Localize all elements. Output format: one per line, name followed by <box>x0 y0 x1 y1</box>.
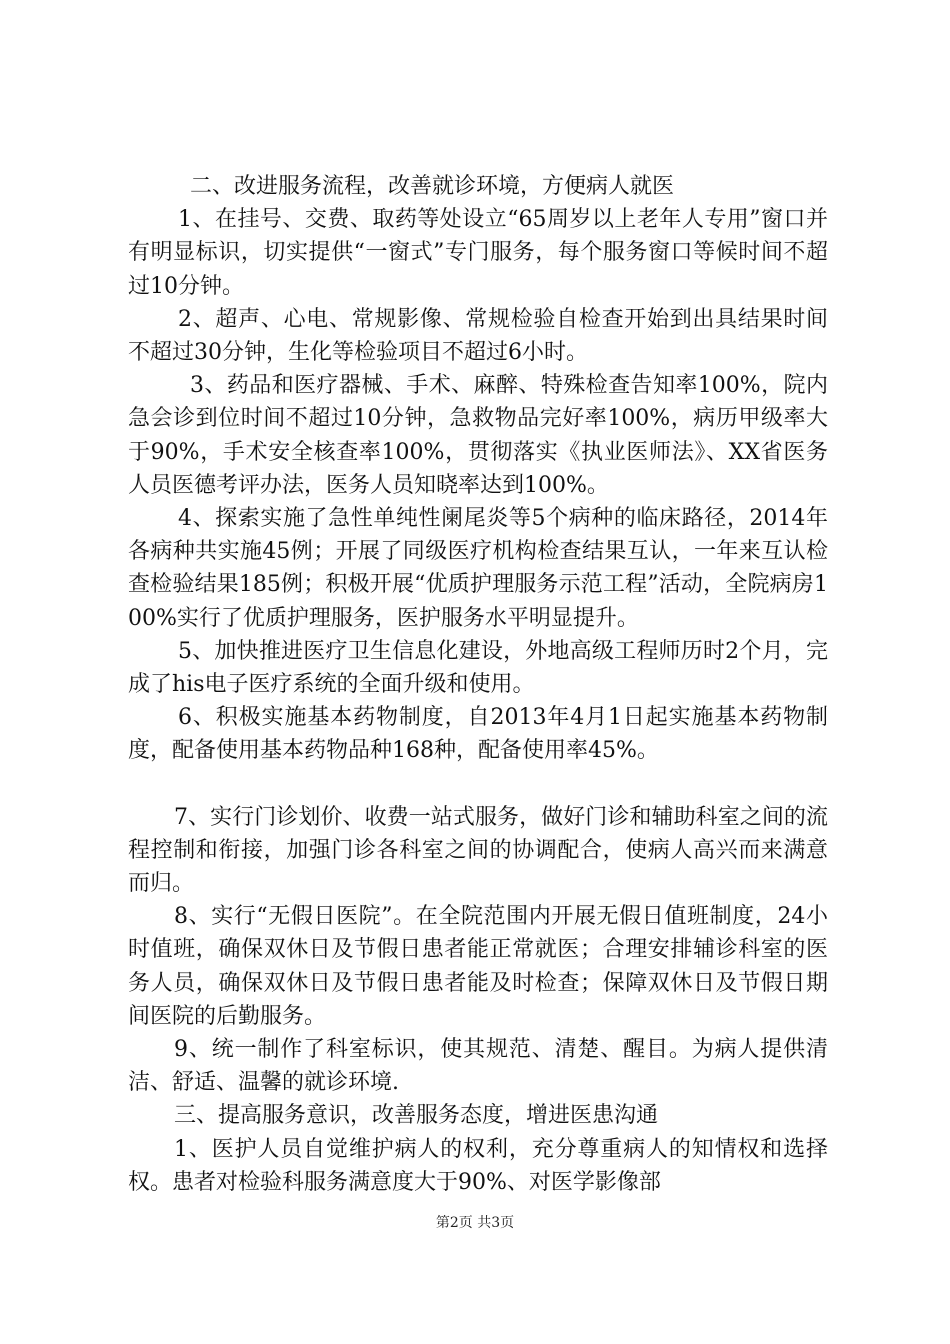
page-number-label: 第2页 共3页 <box>435 1215 515 1231</box>
paragraph-item-1: 1、在挂号、交费、取药等处设立“65周岁以上老年人专用”窗口并有明显标识，切实提供“一窗式”专门服务，每个服务窗口等候时间不超过10分钟。 <box>128 207 828 299</box>
paragraph-item-4: 4、探索实施了急性单纯性阑尾炎等5个病种的临床路径，2014年各病种共实施45例；开展了同级医疗机构检查结果互认，一年来互认检查检验结果185例；积极开展“优质护理服务示范工程”活动，全院病房100%实行了优质护理服务，医护服务水平明显提升。 <box>128 506 828 631</box>
paragraph-item-3-1: 1、医护人员自觉维护病人的权利，充分尊重病人的知情权和选择权。患者对检验科服务满意度大于90%、对医学影像部 <box>128 1136 828 1195</box>
paragraph-item-7: 7、实行门诊划价、收费一站式服务，做好门诊和辅助科室之间的流程控制和衔接，加强门诊各科室之间的协调配合，使病人高兴而来满意而归。 <box>128 804 828 897</box>
paragraph-item-2: 2、超声、心电、常规影像、常规检验自检查开始到出具结果时间不超过30分钟，生化等检验项目不超过6小时。 <box>128 306 828 366</box>
section-heading-3: 三、提高服务意识，改善服务态度，增进医患沟通 <box>174 1103 659 1129</box>
paragraph-item-8: 8、实行“无假日医院”。在全院范围内开展无假日值班制度，24小时值班，确保双休日及节假日患者能正常就医；合理安排辅诊科室的医务人员，确保双休日及节假日患者能及时检查；保障双休日及节假日期间医院的后勤服务。 <box>128 904 828 1029</box>
paragraph-item-5: 5、加快推进医疗卫生信息化建设，外地高级工程师历时2个月，完成了his电子医疗系统的全面升级和使用。 <box>128 638 828 698</box>
paragraph-item-9: 9、统一制作了科室标识，使其规范、清楚、醒目。为病人提供清洁、舒适、温馨的就诊环境. <box>128 1037 828 1096</box>
paragraph-item-6: 6、积极实施基本药物制度，自2013年4月1日起实施基本药物制度，配备使用基本药物品种168种，配备使用率45%。 <box>128 705 828 764</box>
paragraph-item-3: 3、药品和医疗器械、手术、麻醉、特殊检查告知率100%，院内急会诊到位时间不超过10分钟，急救物品完好率100%，病历甲级率大于90%，手术安全核查率100%，贯彻落实《执业医师法》、XX省医务人员医德考评办法，医务人员知晓率达到100%。 <box>128 373 828 498</box>
page-footer <box>0 1213 950 1233</box>
blank-line <box>128 768 828 801</box>
section-heading-2: 二、改进服务流程，改善就诊环境，方便病人就医 <box>190 174 675 199</box>
document-body <box>128 170 828 1199</box>
